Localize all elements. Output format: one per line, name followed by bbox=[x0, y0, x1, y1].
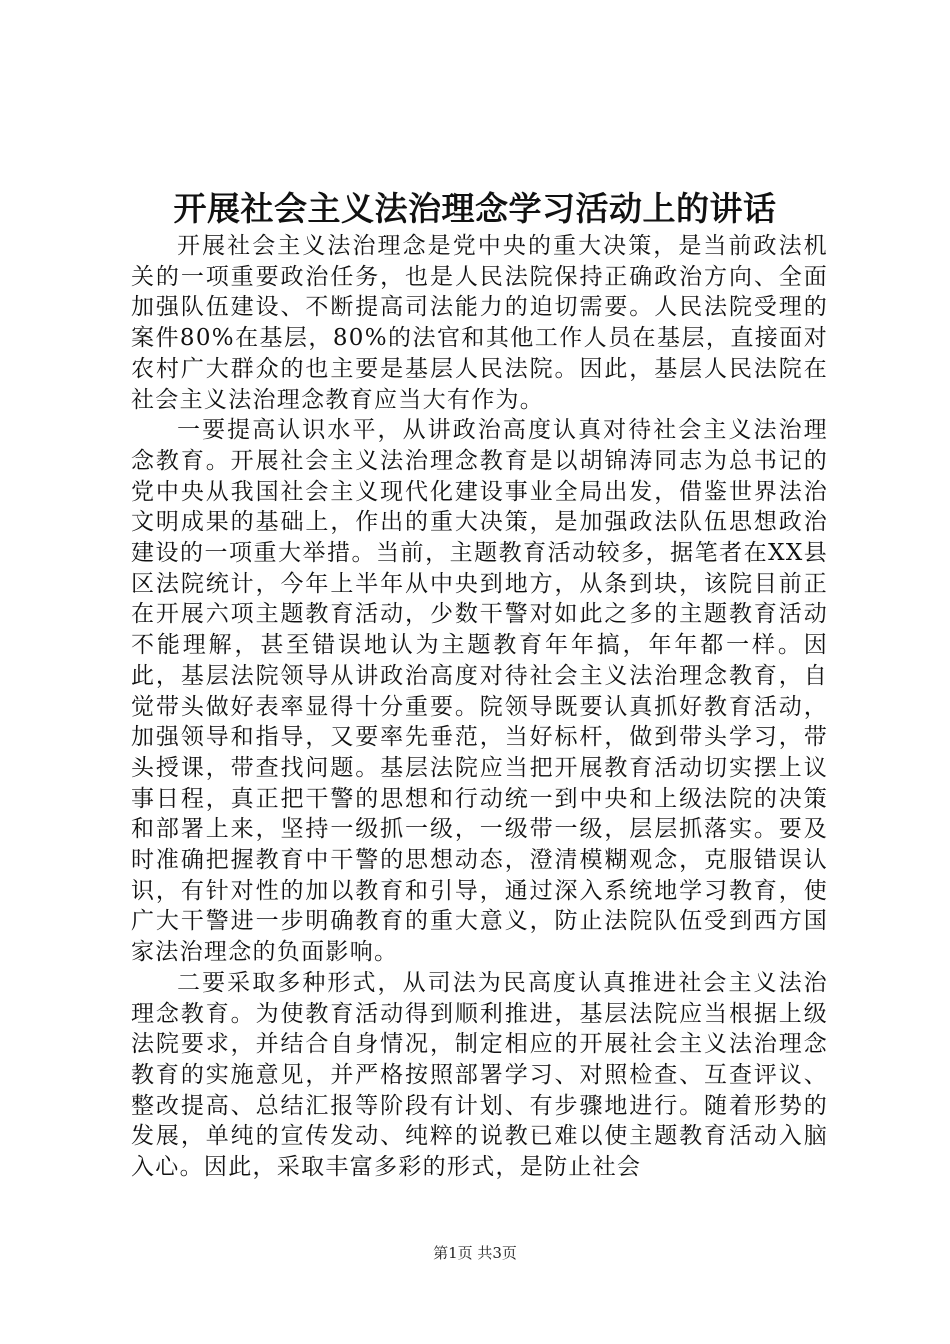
paragraph-second-point: 二要采取多种形式，从司法为民高度认真推进社会主义法治理念教育。为使教育活动得到顺利推进，基层法院应当根据上级法院要求，并结合自身情况，制定相应的开展社会主义法治理念教育的实施意见，并严格按照部署学习、对照检查、互查评议、整改提高、总结汇报等阶段有计划、有步骤地进行。随着形势的发展，单纯的宣传发动、纯粹的说教已难以使主题教育活动入脑入心。因此，采取丰富多彩的形式，是防止社会 bbox=[131, 969, 828, 1181]
page-number-footer: 第1页 共3页 bbox=[433, 1244, 517, 1262]
document-body bbox=[131, 231, 828, 1183]
document-title: 开展社会主义法治理念学习活动上的讲话 bbox=[173, 189, 777, 228]
paragraph-intro: 开展社会主义法治理念是党中央的重大决策，是当前政法机关的一项重要政治任务，也是人民法院保持正确政治方向、全面加强队伍建设、不断提高司法能力的迫切需要。人民法院受理的案件80%在基层，80%的法官和其他工作人员在基层，直接面对农村广大群众的也主要是基层人民法院。因此，基层人民法院在社会主义法治理念教育应当大有作为。 bbox=[131, 233, 828, 413]
paragraph-first-point: 一要提高认识水平，从讲政治高度认真对待社会主义法治理念教育。开展社会主义法治理念教育是以胡锦涛同志为总书记的党中央从我国社会主义现代化建设事业全局出发，借鉴世界法治文明成果的基础上，作出的重大决策，是加强政法队伍思想政治建设的一项重大举措。当前，主题教育活动较多，据笔者在XX县区法院统计，今年上半年从中央到地方，从条到块，该院目前正在开展六项主题教育活动，少数干警对如此之多的主题教育活动不能理解，甚至错误地认为主题教育年年搞，年年都一样。因此，基层法院领导从讲政治高度对待社会主义法治理念教育，自觉带头做好表率显得十分重要。院领导既要认真抓好教育活动，加强领导和指导，又要率先垂范，当好标杆，做到带头学习，带头授课，带查找问题。基层法院应当把开展教育活动切实摆上议事日程，真正把干警的思想和行动统一到中央和上级法院的决策和部署上来，坚持一级抓一级，一级带一级，层层抓落实。要及时准确把握教育中干警的思想动态，澄清模糊观念，克服错误认识，有针对性的加以教育和引导，通过深入系统地学习教育，使广大干警进一步明确教育的重大意义，防止法院队伍受到西方国家法治理念的负面影响。 bbox=[131, 417, 828, 966]
